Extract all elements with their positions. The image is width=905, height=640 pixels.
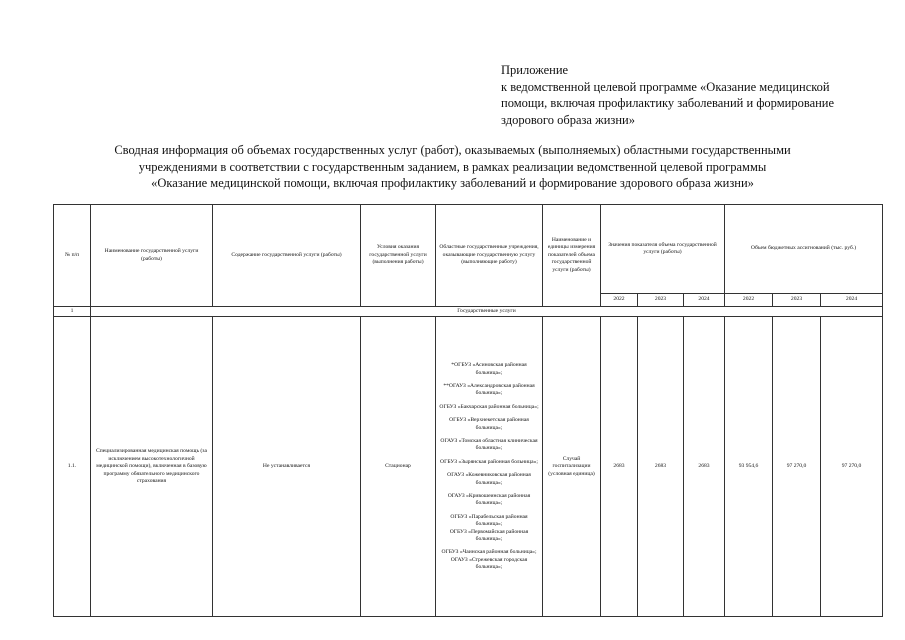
institution-item: *ОГБУЗ «Асиновская районная больница»;: [451, 362, 527, 376]
institution-item: ОГБУЗ «Зырянская районная больница»;: [440, 458, 538, 465]
heading-line: Сводная информация об объемах государственных услуг (работ), оказываемых (выполняемых) областными государственными: [114, 143, 791, 157]
header-institutions: Областные государственные учреждения, оказывающие государственную услугу (выполняющие работу): [436, 205, 543, 307]
year-cell: 2024: [821, 294, 883, 307]
budget-2023: 97 270,0: [773, 317, 821, 617]
budget-2024: 97 270,0: [821, 317, 883, 617]
heading-line: «Оказание медицинской помощи, включая профилактику заболеваний и формирование здорового образа жизни»: [151, 176, 754, 190]
year-cell: 2023: [773, 294, 821, 307]
value-2022: 2683: [601, 317, 638, 617]
header-content: Содержание государственной услуги (работы): [213, 205, 361, 307]
table-header-row: [54, 205, 883, 294]
section-num: 1: [54, 307, 91, 317]
budget-2022: 93 954,6: [725, 317, 773, 617]
institution-item: ОГБУЗ «Парабельская районная больница»;: [450, 513, 528, 528]
row-unit: Случай госпитализации (условная единица): [543, 317, 601, 617]
appendix-line: помощи, включая профилактику заболеваний и формирование: [501, 96, 835, 110]
heading-line: учреждениями в соответствии с государственным заданием, в рамках реализации ведомственной целевой программы: [138, 159, 767, 174]
year-cell: 2022: [725, 294, 773, 307]
institution-item: **ОГАУЗ «Александровская районная больница»;: [443, 382, 535, 397]
header-indicator-group: Значения показателя объема государственной услуги (работы): [601, 205, 725, 294]
header-conditions: Условия оказания государственной услуги (выполнения работы): [361, 205, 436, 307]
header-num: № п/п: [54, 205, 91, 307]
row-conditions: Стационар: [361, 317, 436, 617]
section-title: Государственные услуги: [91, 307, 883, 317]
header-service-name: Наименование государственной услуги (работы): [91, 205, 213, 307]
year-cell: 2022: [601, 294, 638, 307]
institution-item: ОГАУЗ «Стрежевская городская больница»;: [450, 556, 528, 571]
year-cell: 2023: [638, 294, 684, 307]
row-num: 1.1.: [54, 317, 91, 617]
year-cell: 2024: [684, 294, 725, 307]
institution-item: ОГБУЗ «Первомайская районная больница»;: [449, 528, 529, 543]
header-budget-group: Объем бюджетных ассигнований (тыс. руб.): [725, 205, 883, 294]
value-2024: 2683: [684, 317, 725, 617]
institution-item: ОГБУЗ «Бакчарская районная больница»;: [439, 403, 539, 410]
services-table: [53, 204, 883, 617]
row-content: Не устанавливается: [213, 317, 361, 617]
header-unit: Наименование и единицы измерения показателей объема государственной услуги (работы): [543, 205, 601, 307]
institution-item: ОГАУЗ «Томская областная клиническая больница»;: [440, 437, 538, 452]
appendix-line: здорового образа жизни»: [501, 112, 635, 127]
appendix-block: [501, 62, 834, 128]
institution-item: ОГБУЗ «Чаинская районная больница»;: [441, 549, 537, 556]
institution-item: ОГАУЗ «Кожевниковская районная больница»;: [447, 472, 531, 486]
value-2023: 2683: [638, 317, 684, 617]
document-heading: [40, 142, 865, 192]
row-service-name: Специализированная медицинская помощь (за исключением высокотехнологичной медицинской помощи), включенная в базовую программу обязательного медицинского страхования: [91, 317, 213, 617]
appendix-line: к ведомственной целевой программе «Оказание медицинской: [501, 79, 830, 94]
table-row: [54, 317, 883, 617]
institution-item: ОГАУЗ «Кривошеинская районная больница»;: [447, 493, 531, 507]
appendix-label: Приложение: [501, 63, 569, 77]
institution-item: ОГБУЗ «Верхнекетская районная больница»;: [449, 417, 529, 431]
row-institutions: [436, 317, 543, 617]
section-row: [54, 307, 883, 317]
